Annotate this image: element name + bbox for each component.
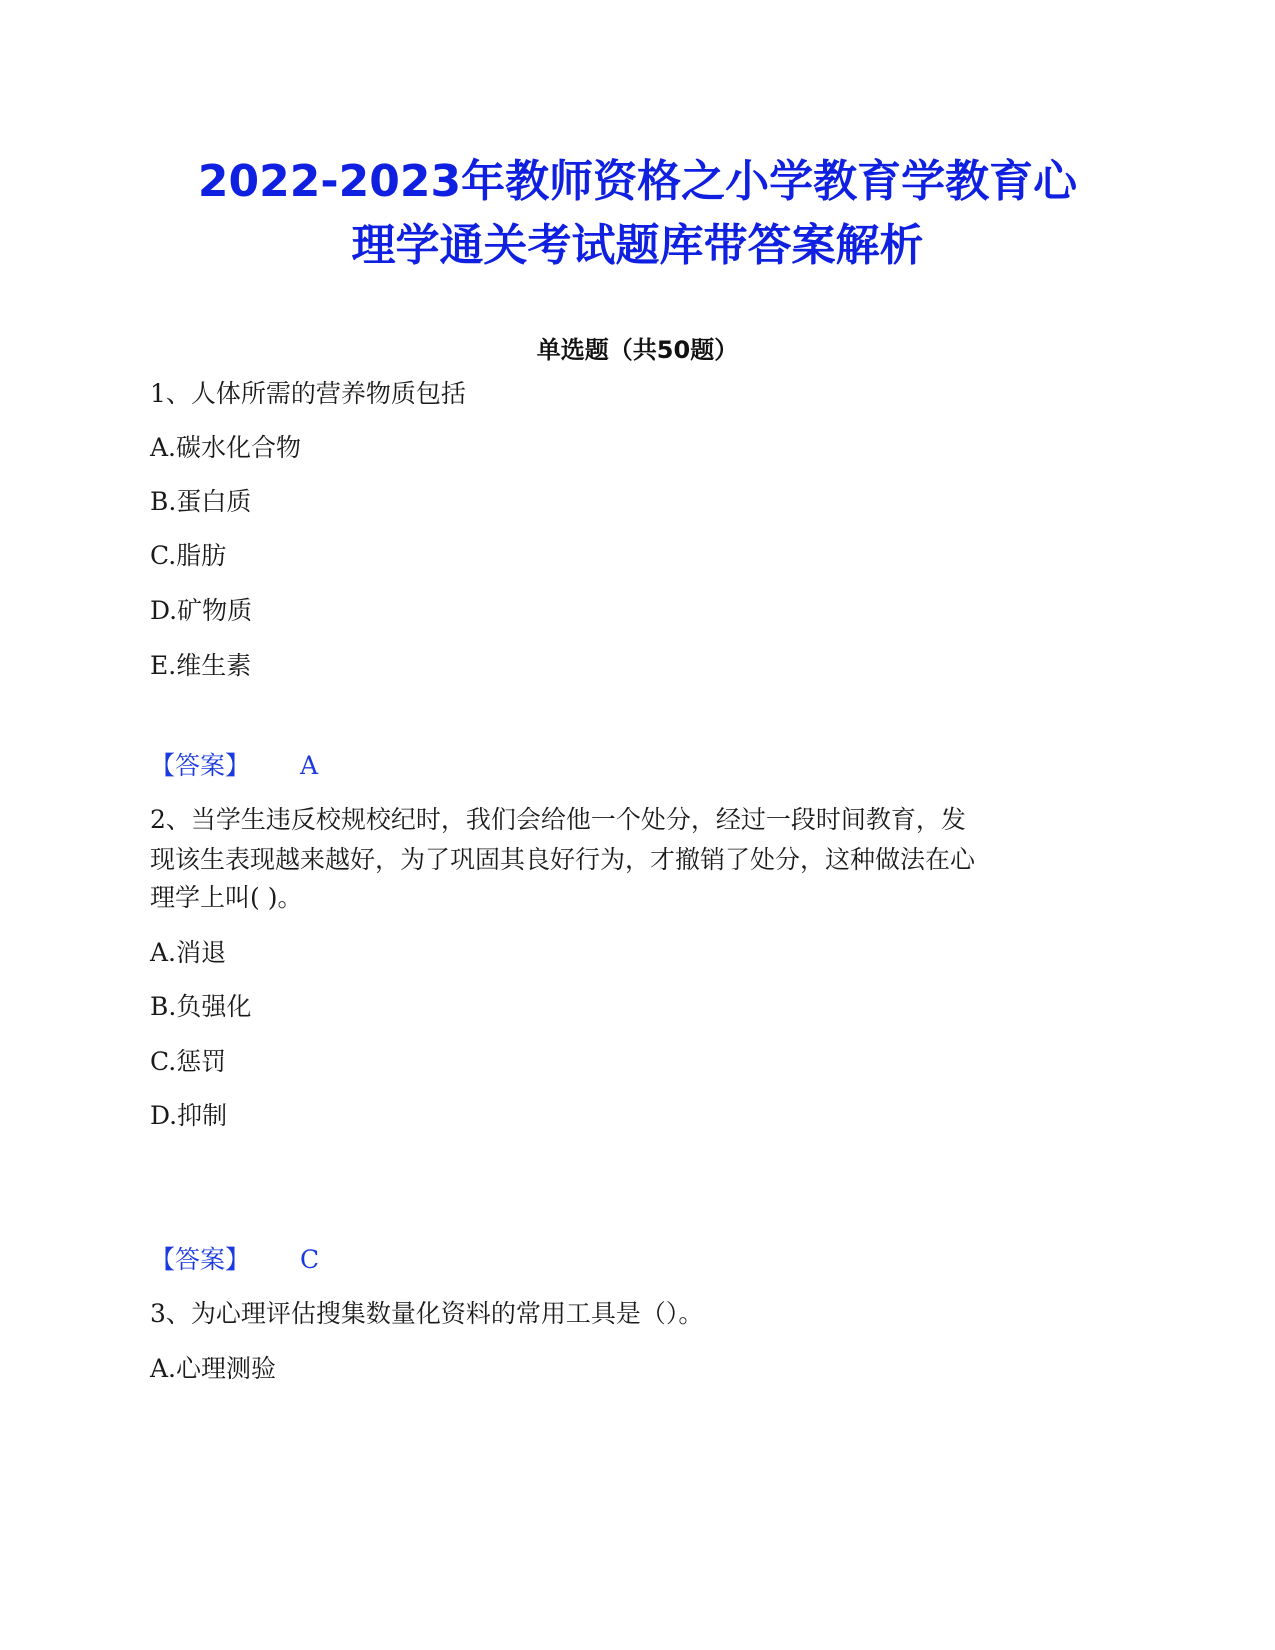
question-1-option-c: C.脂肪 [150, 541, 227, 570]
question-3-stem: 3、为心理评估搜集数量化资料的常用工具是（）。 [150, 1299, 704, 1328]
question-2-stem-line-3: 理学上叫( )。 [150, 883, 303, 912]
question-3-option-a: A.心理测验 [150, 1354, 277, 1383]
answer-value: C [300, 1245, 320, 1274]
question-2-option-d: D.抑制 [150, 1101, 228, 1130]
answer-label: 【答案】 [150, 751, 251, 780]
question-1-option-a: A.碳水化合物 [150, 433, 302, 462]
question-2-option-c: C.惩罚 [150, 1047, 227, 1076]
question-1-stem: 1、人体所需的营养物质包括 [150, 379, 466, 408]
question-2-option-b: B.负强化 [150, 992, 252, 1021]
document-title [0, 150, 1275, 278]
question-1-option-d: D.矿物质 [150, 596, 253, 625]
question-2-option-a: A.消退 [150, 938, 227, 967]
answer-value: A [300, 751, 319, 780]
question-2-stem-line-1: 2、当学生违反校规校纪时，我们会给他一个处分，经过一段时间教育，发 [150, 805, 966, 834]
question-2-answer [150, 1240, 319, 1280]
document-title-line-2: 理学通关考试题库带答案解析 [351, 220, 924, 271]
question-1-answer [150, 746, 318, 786]
answer-label: 【答案】 [150, 1245, 251, 1274]
document-title-line-1: 2022-2023年教师资格之小学教育学教育心 [197, 156, 1078, 207]
question-1-option-e: E.维生素 [150, 651, 252, 680]
section-heading: 单选题（共50题） [536, 336, 739, 364]
question-2-stem-line-2: 现该生表现越来越好，为了巩固其良好行为，才撤销了处分，这种做法在心 [150, 845, 976, 874]
question-1-option-b: B.蛋白质 [150, 487, 252, 516]
